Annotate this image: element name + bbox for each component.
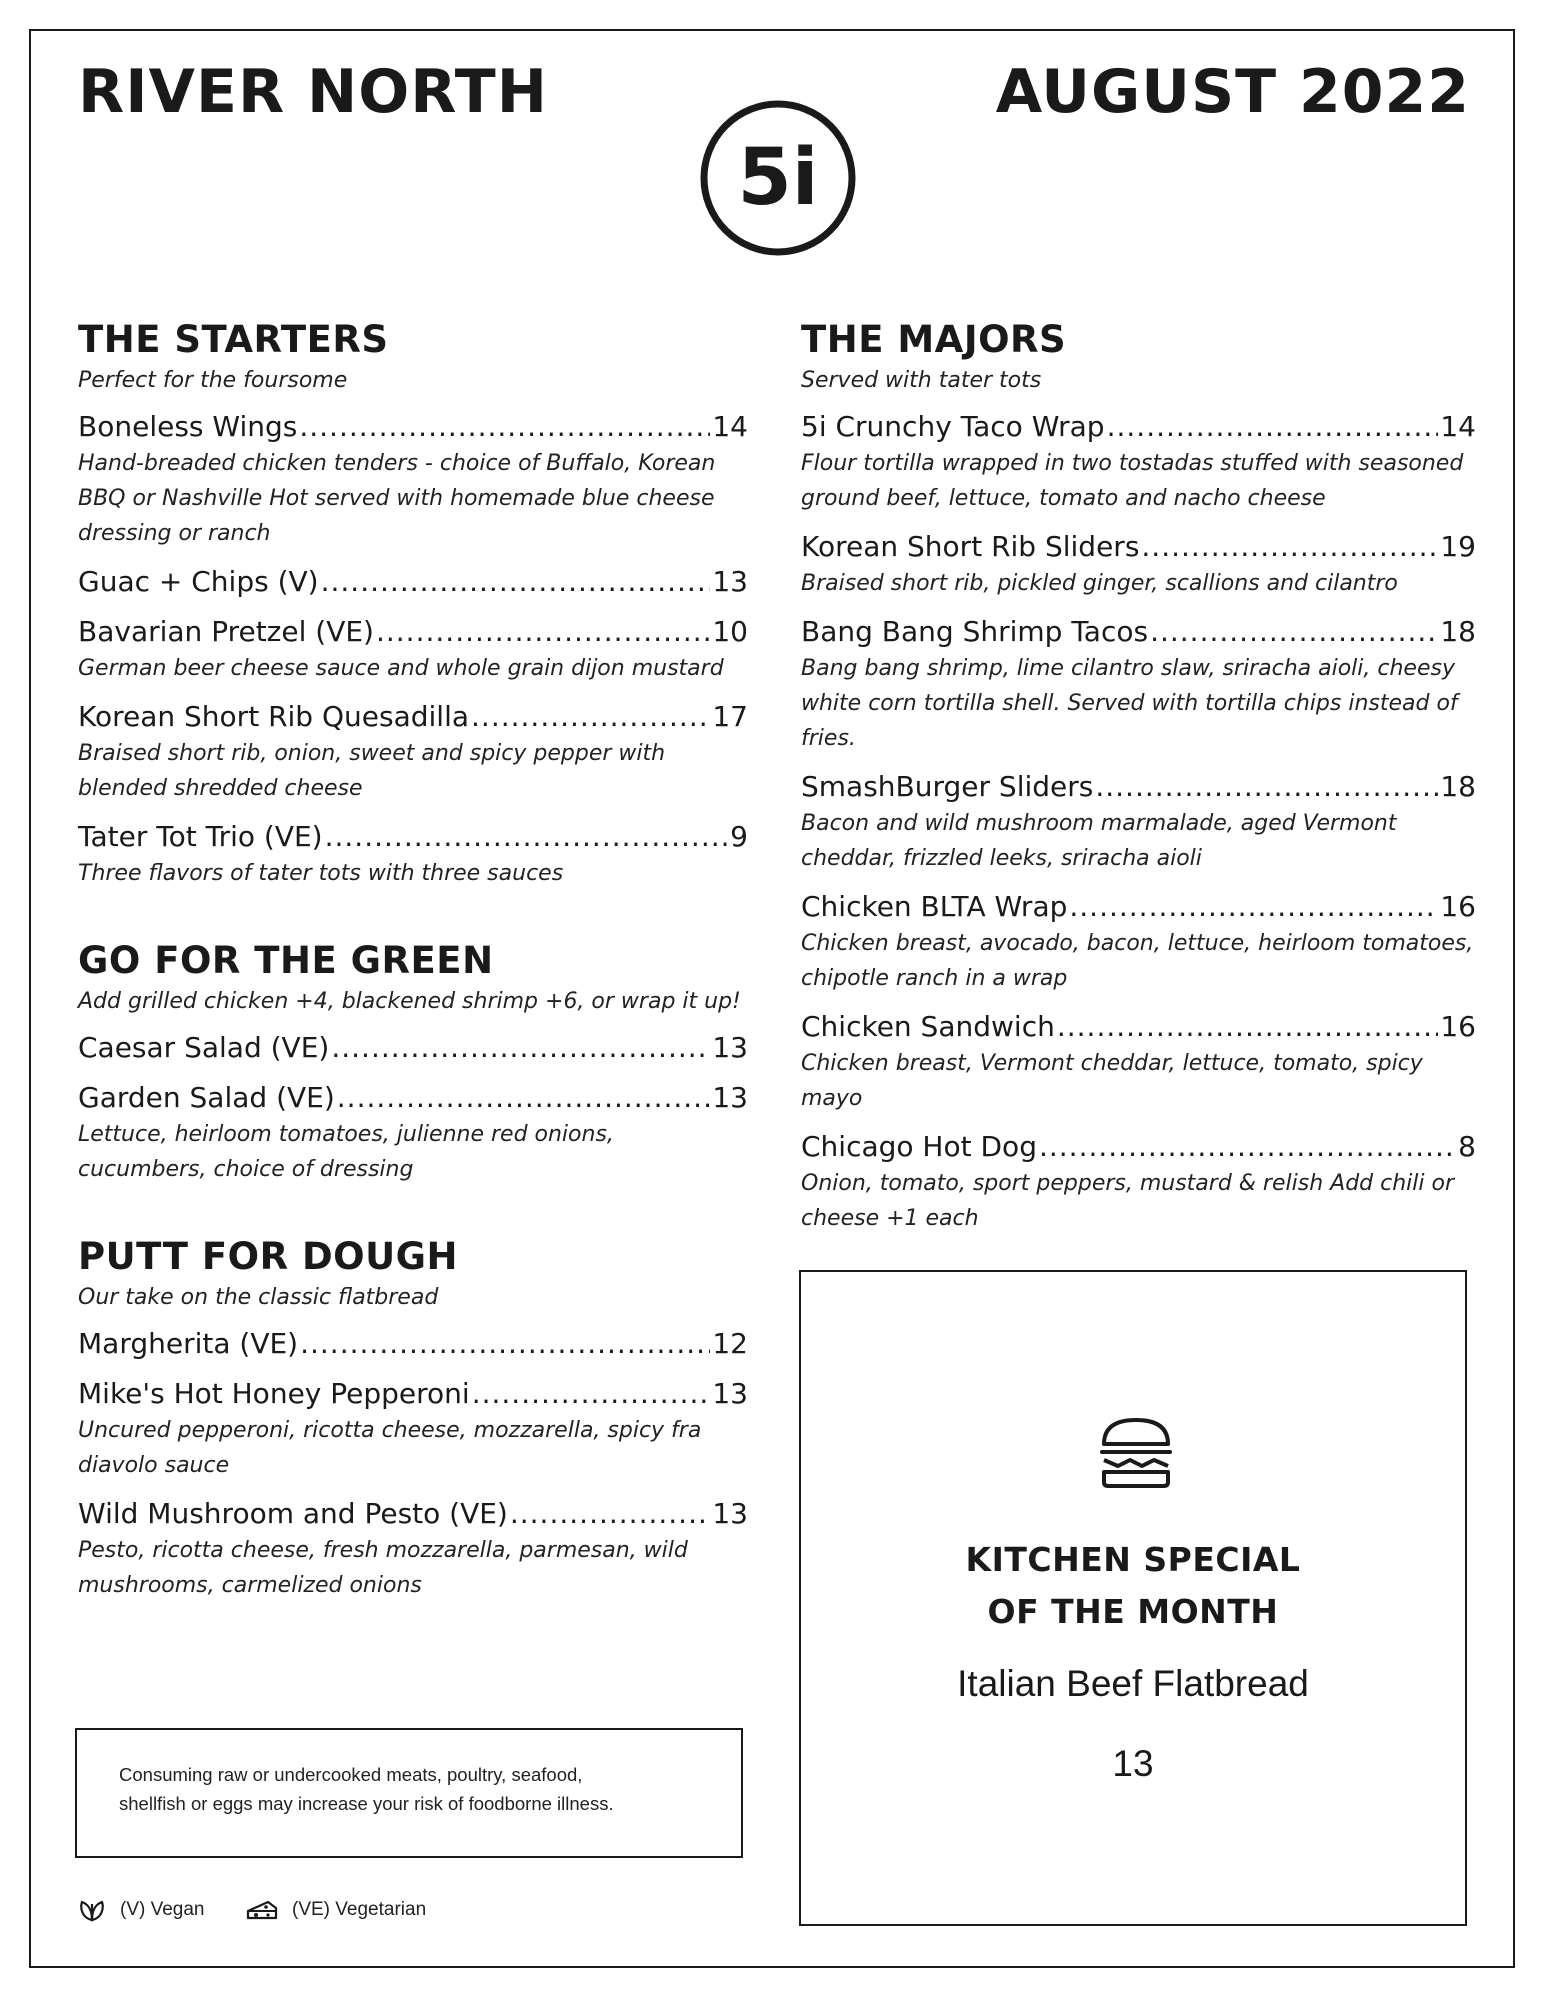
menu-item-line — [78, 1029, 748, 1067]
menu-item-line — [801, 613, 1476, 651]
menu-item — [801, 528, 1476, 601]
menu-item-line — [801, 1128, 1476, 1166]
menu-item — [801, 1128, 1476, 1236]
menu-item-name: Boneless Wings — [78, 410, 298, 443]
warning-line1: Consuming raw or undercooked meats, poultry, seafood, — [119, 1764, 583, 1785]
warning-line2: shellfish or eggs may increase your risk of foodborne illness. — [119, 1793, 614, 1814]
menu-item — [78, 613, 748, 686]
menu-item-name: Guac + Chips (V) — [78, 565, 319, 598]
menu-item-name: Korean Short Rib Sliders — [801, 530, 1140, 563]
menu-item — [78, 408, 748, 551]
dot-leader — [1069, 888, 1438, 926]
menu-item-name: Bavarian Pretzel (VE) — [78, 615, 374, 648]
menu-item-line — [78, 1375, 748, 1413]
special-title-line1: KITCHEN SPECIAL — [965, 1540, 1301, 1579]
menu-item-line — [78, 563, 748, 601]
section-title: THE MAJORS — [801, 318, 1067, 361]
section-title: THE STARTERS — [78, 318, 389, 361]
menu-item-description: Lettuce, heirloom tomatoes, julienne red onions, cucumbers, choice of dressing — [78, 1122, 614, 1182]
section-title: PUTT FOR DOUGH — [78, 1235, 459, 1278]
menu-item-line — [801, 888, 1476, 926]
dot-leader — [300, 1325, 710, 1363]
menu-item — [801, 613, 1476, 756]
menu-item-price: 17 — [712, 700, 748, 733]
dot-leader — [376, 613, 710, 651]
dot-leader — [1141, 528, 1438, 566]
menu-item-line — [78, 408, 748, 446]
menu-item-description: Uncured pepperoni, ricotta cheese, mozzarella, spicy fra diavolo sauce — [78, 1418, 702, 1478]
menu-item-line — [78, 698, 748, 736]
section-dough — [78, 1235, 748, 1603]
special-title — [801, 1534, 1465, 1638]
menu-item-name: Bang Bang Shrimp Tacos — [801, 615, 1149, 648]
menu-item — [78, 1375, 748, 1483]
menu-item-description: Bang bang shrimp, lime cilantro slaw, sriracha aioli, cheesy white corn tortilla shell. Served with tortilla chips instead of fries. — [801, 656, 1458, 751]
menu-item-name: Garden Salad (VE) — [78, 1081, 335, 1114]
menu-item — [801, 888, 1476, 996]
legend-vegan — [78, 1898, 205, 1922]
menu-item-line — [801, 1008, 1476, 1046]
dot-leader — [510, 1495, 711, 1533]
menu-item — [78, 1079, 748, 1187]
section-starters — [78, 318, 748, 891]
menu-item-description: Pesto, ricotta cheese, fresh mozzarella, parmesan, wild mushrooms, carmelized onions — [78, 1538, 688, 1598]
menu-item-description: Chicken breast, Vermont cheddar, lettuce, tomato, spicy mayo — [801, 1051, 1423, 1111]
menu-item-price: 13 — [712, 1497, 748, 1530]
menu-item-price: 18 — [1440, 770, 1476, 803]
menu-item-description: Braised short rib, onion, sweet and spicy pepper with blended shredded cheese — [78, 741, 666, 801]
menu-item-line — [78, 613, 748, 651]
menu-item-name: Tater Tot Trio (VE) — [78, 820, 323, 853]
menu-item-price: 10 — [712, 615, 748, 648]
menu-item-price: 14 — [1440, 410, 1476, 443]
kitchen-special-box — [799, 1270, 1467, 1926]
dot-leader — [1057, 1008, 1439, 1046]
menu-item — [78, 698, 748, 806]
menu-item — [78, 1495, 748, 1603]
menu-item-description: Bacon and wild mushroom marmalade, aged Vermont cheddar, frizzled leeks, sriracha aioli — [801, 811, 1397, 871]
dot-leader — [1150, 613, 1438, 651]
menu-item — [78, 1029, 748, 1067]
menu-item-description: Onion, tomato, sport peppers, mustard & relish Add chili or cheese +1 each — [801, 1171, 1454, 1231]
menu-item-price: 8 — [1458, 1130, 1476, 1163]
dot-leader — [472, 1375, 711, 1413]
burger-icon — [1096, 1412, 1176, 1492]
menu-item-name: Mike's Hot Honey Pepperoni — [78, 1377, 470, 1410]
right-column — [801, 318, 1476, 1248]
special-title-line2: OF THE MONTH — [987, 1592, 1279, 1631]
dot-leader — [471, 698, 710, 736]
section-subtitle: Perfect for the foursome — [78, 368, 348, 393]
menu-item — [78, 563, 748, 601]
menu-date: AUGUST 2022 — [995, 57, 1470, 127]
menu-item-name: Chicken Sandwich — [801, 1010, 1055, 1043]
dot-leader — [299, 408, 710, 446]
menu-item-name: Wild Mushroom and Pesto (VE) — [78, 1497, 508, 1530]
menu-item-line — [801, 768, 1476, 806]
menu-item-price: 13 — [712, 1031, 748, 1064]
legend-vegan-label: (V) Vegan — [120, 1899, 205, 1920]
menu-item-price: 19 — [1440, 530, 1476, 563]
dot-leader — [1039, 1128, 1456, 1166]
logo — [698, 98, 858, 258]
menu-item — [801, 408, 1476, 516]
dot-leader — [1107, 408, 1439, 446]
menu-item-line — [78, 1325, 748, 1363]
dot-leader — [1095, 768, 1438, 806]
menu-item-line — [78, 1495, 748, 1533]
left-column — [78, 318, 748, 1615]
menu-item — [801, 1008, 1476, 1116]
menu-item-name: 5i Crunchy Taco Wrap — [801, 410, 1105, 443]
special-name: Italian Beef Flatbread — [957, 1663, 1309, 1704]
menu-item-price: 16 — [1440, 1010, 1476, 1043]
menu-item-name: Chicago Hot Dog — [801, 1130, 1037, 1163]
menu-item-description: Flour tortilla wrapped in two tostadas stuffed with seasoned ground beef, lettuce, tomato and nacho cheese — [801, 451, 1464, 511]
location-title: RIVER NORTH — [78, 57, 548, 127]
dot-leader — [325, 818, 729, 856]
menu-item — [78, 1325, 748, 1363]
section-subtitle: Add grilled chicken +4, blackened shrimp +6, or wrap it up! — [78, 989, 741, 1014]
menu-item — [801, 768, 1476, 876]
menu-item-price: 14 — [712, 410, 748, 443]
menu-item-price: 9 — [730, 820, 748, 853]
menu-item — [78, 818, 748, 891]
menu-item-line — [78, 1079, 748, 1117]
menu-item-name: Caesar Salad (VE) — [78, 1031, 330, 1064]
section-subtitle: Our take on the classic flatbread — [78, 1285, 439, 1310]
dot-leader — [321, 563, 711, 601]
health-warning — [75, 1728, 743, 1858]
cheese-icon — [246, 1898, 278, 1922]
menu-item-name: Chicken BLTA Wrap — [801, 890, 1068, 923]
menu-item-line — [801, 408, 1476, 446]
menu-item-price: 13 — [712, 565, 748, 598]
menu-item-description: German beer cheese sauce and whole grain dijon mustard — [78, 656, 724, 681]
menu-item-name: SmashBurger Sliders — [801, 770, 1094, 803]
menu-item-price: 18 — [1440, 615, 1476, 648]
legend-vegetarian-label: (VE) Vegetarian — [292, 1899, 427, 1920]
menu-item-price: 13 — [712, 1081, 748, 1114]
dot-leader — [337, 1079, 711, 1117]
logo-text: 5i — [737, 133, 819, 223]
section-title: GO FOR THE GREEN — [78, 939, 494, 982]
menu-item-price: 12 — [712, 1327, 748, 1360]
menu-item-line — [78, 818, 748, 856]
menu-item-price: 13 — [712, 1377, 748, 1410]
menu-item-description: Chicken breast, avocado, bacon, lettuce, heirloom tomatoes, chipotle ranch in a wrap — [801, 931, 1474, 991]
section-green — [78, 939, 748, 1187]
special-price: 13 — [1112, 1743, 1154, 1784]
legend-vegetarian — [246, 1898, 426, 1922]
menu-item-name: Margherita (VE) — [78, 1327, 299, 1360]
menu-item-line — [801, 528, 1476, 566]
dot-leader — [331, 1029, 710, 1067]
leaf-icon — [78, 1898, 106, 1922]
menu-item-description: Braised short rib, pickled ginger, scallions and cilantro — [801, 571, 1398, 596]
menu-item-name: Korean Short Rib Quesadilla — [78, 700, 470, 733]
menu-item-price: 16 — [1440, 890, 1476, 923]
section-subtitle: Served with tater tots — [801, 368, 1042, 393]
section-majors — [801, 318, 1476, 1236]
menu-item-description: Hand-breaded chicken tenders - choice of Buffalo, Korean BBQ or Nashville Hot served with homemade blue cheese dressing or ranch — [78, 451, 716, 546]
menu-item-description: Three flavors of tater tots with three sauces — [78, 861, 564, 886]
